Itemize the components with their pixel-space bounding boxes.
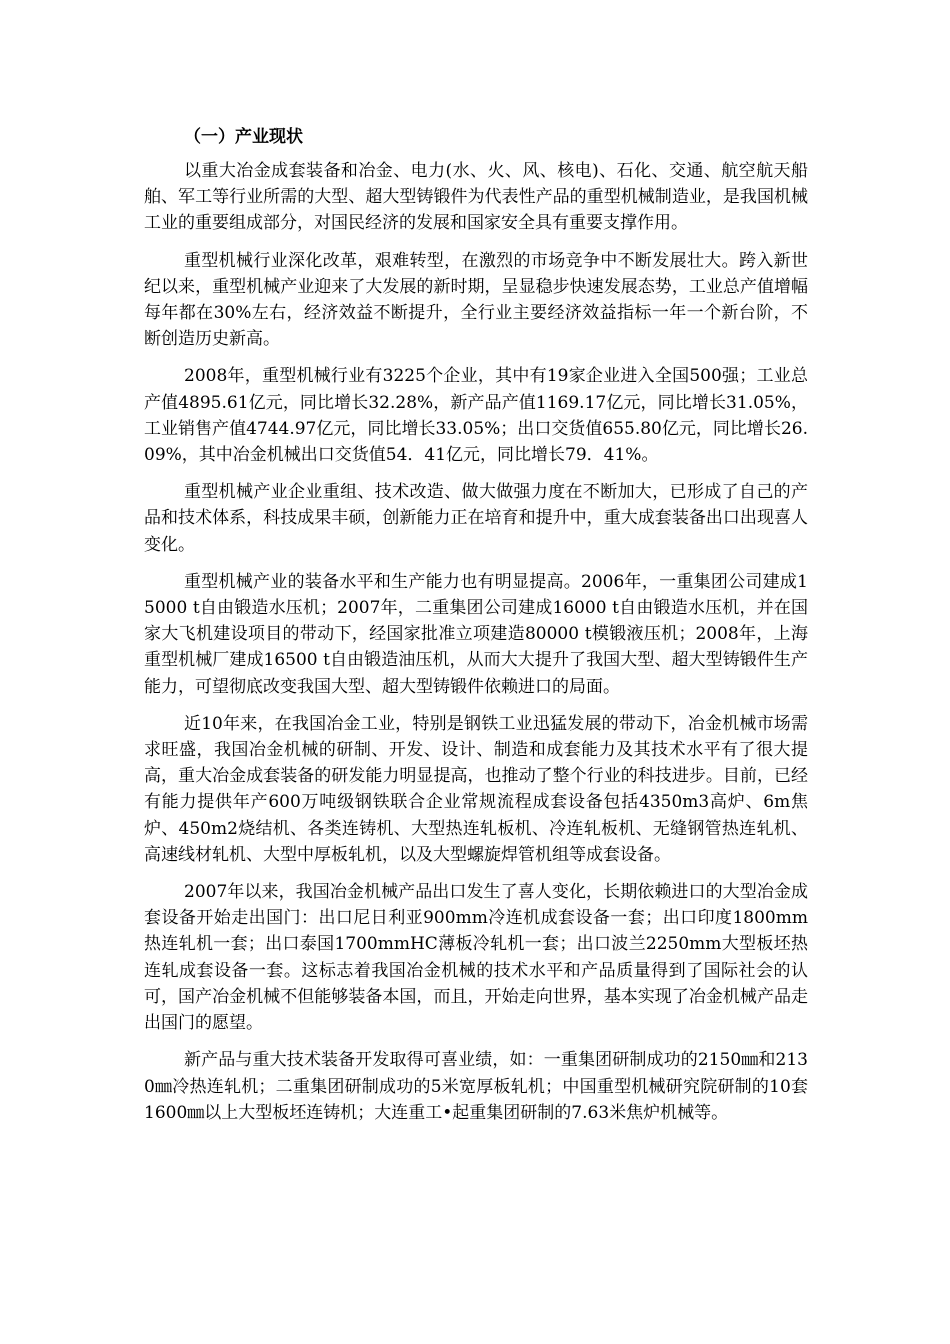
paragraph-exports: 2007年以来，我国冶金机械产品出口发生了喜人变化，长期依赖进口的大型冶金成套设备开始走出国门：出口尼日利亚900mm冷连机成套设备一套；出口印度1800mm热连轧机一套；出口泰国1700mmHC薄板冷轧机一套；出口波兰2250mm大型板坯热连轧成套设备一套。这标志着我国冶金机械的技术水平和产品质量得到了国际社会的认可，国产冶金机械不但能够装备本国，而且，开始走向世界，基本实现了冶金机械产品走出国门的愿望。 xyxy=(144,882,808,1034)
document-body xyxy=(144,124,808,1137)
section-heading: （一）产业现状 xyxy=(184,127,303,147)
paragraph-restructuring: 重型机械产业企业重组、技术改造、做大做强力度在不断加大，已形成了自己的产品和技术体系，科技成果丰硕，创新能力正在培育和提升中，重大成套装备出口出现喜人变化。 xyxy=(144,482,808,555)
paragraph-industry-overview: 以重大冶金成套装备和冶金、电力(水、火、风、核电)、石化、交通、航空航天船舶、军工等行业所需的大型、超大型铸锻件为代表性产品的重型机械制造业，是我国机械工业的重要组成部分，对国民经济的发展和国家安全具有重要支撑作用。 xyxy=(144,161,808,234)
paragraph-metallurgical-machinery: 近10年来，在我国冶金工业，特别是钢铁工业迅猛发展的带动下，冶金机械市场需求旺盛，我国冶金机械的研制、开发、设计、制造和成套能力及其技术水平有了很大提高，重大冶金成套装备的研发能力明显提高，也推动了整个行业的科技进步。目前，已经有能力提供年产600万吨级钢铁联合企业常规流程成套设备包括4350m3高炉、6m焦炉、450m2烧结机、各类连铸机、大型热连轧板机、冷连轧板机、无缝钢管热连轧机、高速线材轧机、大型中厚板轧机，以及大型螺旋焊管机组等成套设备。 xyxy=(144,713,808,865)
paragraph-2008-statistics: 2008年，重型机械行业有3225个企业，其中有19家企业进入全国500强；工业总产值4895.61亿元，同比增长32.28%，新产品产值1169.17亿元，同比增长31.05%，工业销售产值4744.97亿元，同比增长33.05%；出口交货值655.80亿元，同比增长26.09%，其中冶金机械出口交货值54．41亿元，同比增长79．41%。 xyxy=(144,366,808,466)
paragraph-reform-growth: 重型机械行业深化改革，艰难转型，在激烈的市场竞争中不断发展壮大。跨入新世纪以来，重型机械产业迎来了大发展的新时期，呈显稳步快速发展态势，工业总产值增幅每年都在30%左右，经济效益不断提升，全行业主要经济效益指标一年一个新台阶，不断创造历史新高。 xyxy=(144,250,808,350)
paragraph-new-products: 新产品与重大技术装备开发取得可喜业绩，如：一重集团研制成功的2150㎜和2130㎜冷热连轧机；二重集团研制成功的5米宽厚板轧机；中国重型机械研究院研制的10套1600㎜以上大型板坯连铸机；大连重工•起重集团研制的7.63米焦炉机械等。 xyxy=(144,1050,808,1123)
paragraph-equipment-capacity: 重型机械产业的装备水平和生产能力也有明显提高。2006年，一重集团公司建成15000 t自由锻造水压机；2007年，二重集团公司建成16000 t自由锻造水压机，并在国家大飞机建设项目的带动下，经国家批准立项建造80000 t模锻液压机；2008年，上海重型机械厂建成16500 t自由锻造油压机，从而大大提升了我国大型、超大型铸锻件生产能力，可望彻底改变我国大型、超大型铸锻件依赖进口的局面。 xyxy=(144,571,808,697)
